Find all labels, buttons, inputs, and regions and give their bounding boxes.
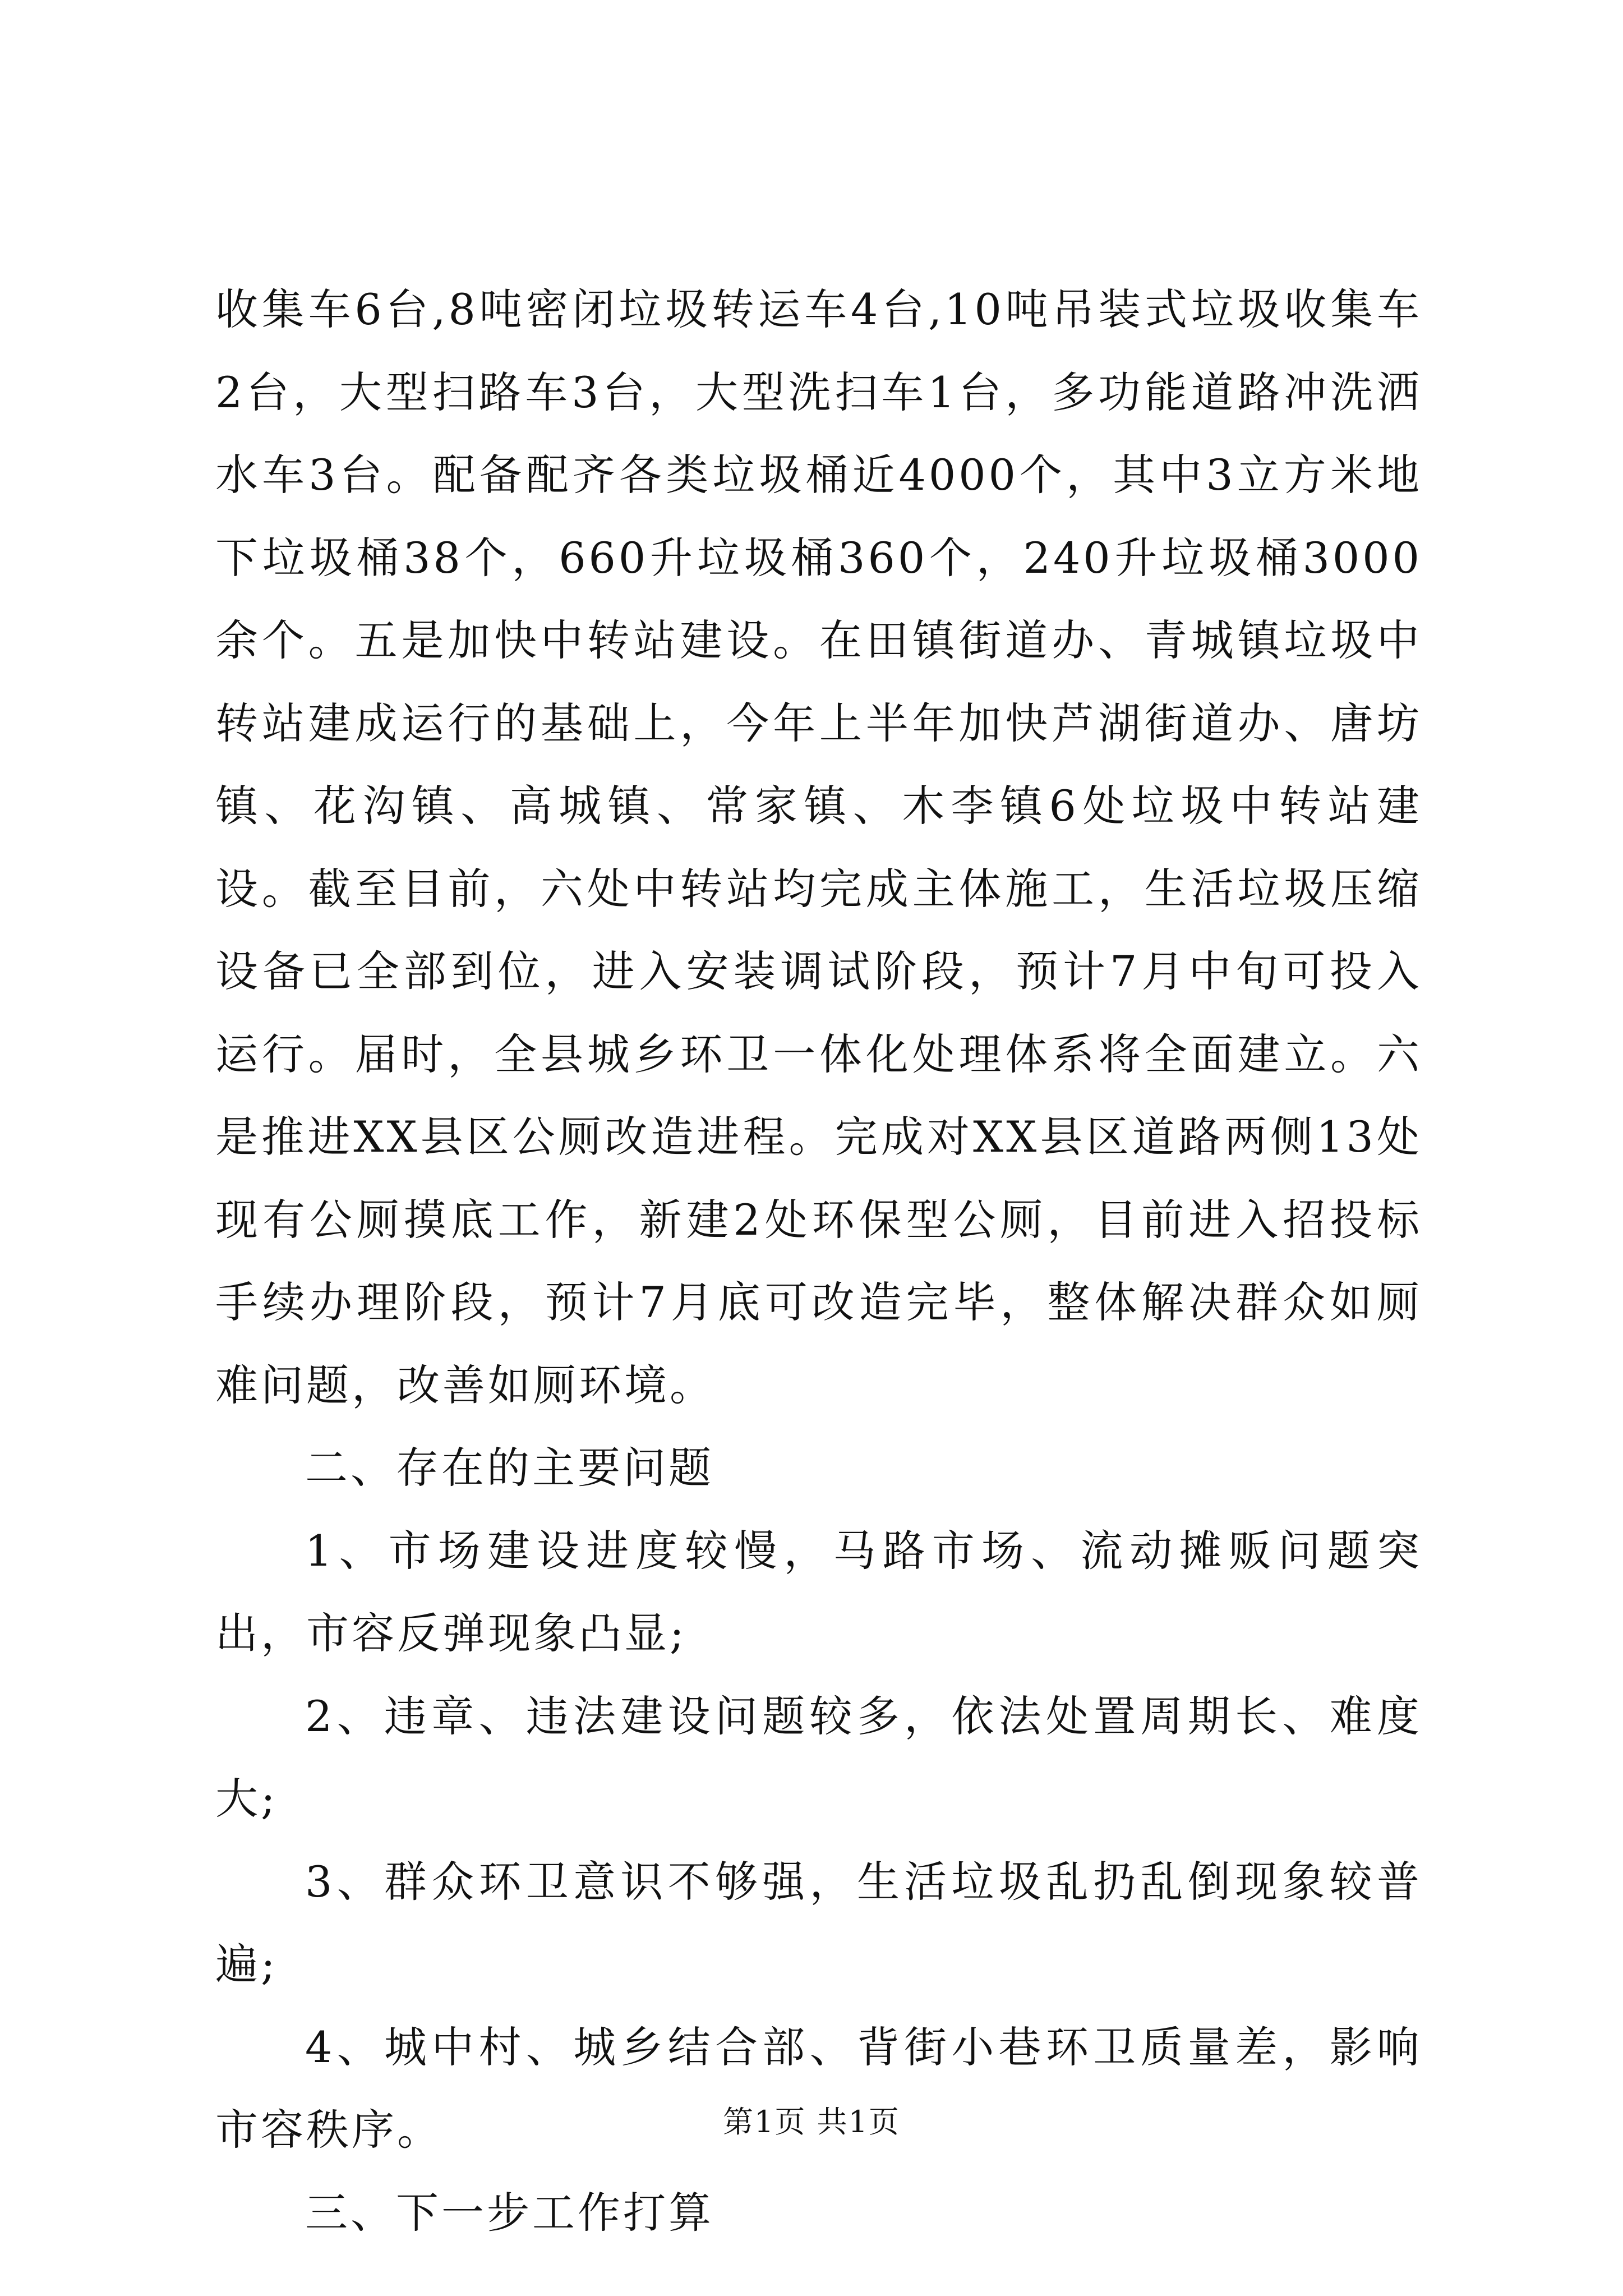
problem-item-2: 2、违章、违法建设问题较多，依法处置周期长、难度大;: [215, 1691, 1422, 1824]
section-heading-problems: 二、存在的主要问题: [305, 1443, 714, 1493]
document-body: [215, 268, 1422, 2254]
problem-item-1: 1、市场建设进度较慢，马路市场、流动摊贩问题突出，市容反弹现象凸显;: [215, 1525, 1422, 1658]
problem-item-3: 3、群众环卫意识不够强，生活垃圾乱扔乱倒现象较普遍;: [215, 1856, 1422, 1989]
problem-item-4: 4、城中村、城乡结合部、背街小巷环卫质量差，影响市容秩序。: [215, 2022, 1422, 2155]
page-number-footer: 第1页 共1页: [723, 2104, 900, 2139]
paragraph-continuation: 收集车6台,8吨密闭垃圾转运车4台,10吨吊装式垃圾收集车2台，大型扫路车3台，大型洗扫车1台，多功能道路冲洗洒水车3台。配备配齐各类垃圾桶近4000个，其中3立方米地下垃圾桶38个，660升垃圾桶360个，240升垃圾桶3000余个。五是加快中转站建设。在田镇街道办、青城镇垃圾中转站建成运行的基础上，今年上半年加快芦湖街道办、唐坊镇、花沟镇、高城镇、常家镇、木李镇6处垃圾中转站建设。截至目前，六处中转站均完成主体施工，生活垃圾压缩设备已全部到位，进入安装调试阶段，预计7月中旬可投入运行。届时，全县城乡环卫一体化处理体系将全面建立。六是推进XX县区公厕改造进程。完成对XX县区道路两侧13处现有公厕摸底工作，新建2处环保型公厕，目前进入招投标手续办理阶段，预计7月底可改造完毕，整体解决群众如厕难问题，改善如厕环境。: [215, 284, 1422, 1410]
section-heading-next-steps: 三、下一步工作打算: [305, 2187, 714, 2238]
